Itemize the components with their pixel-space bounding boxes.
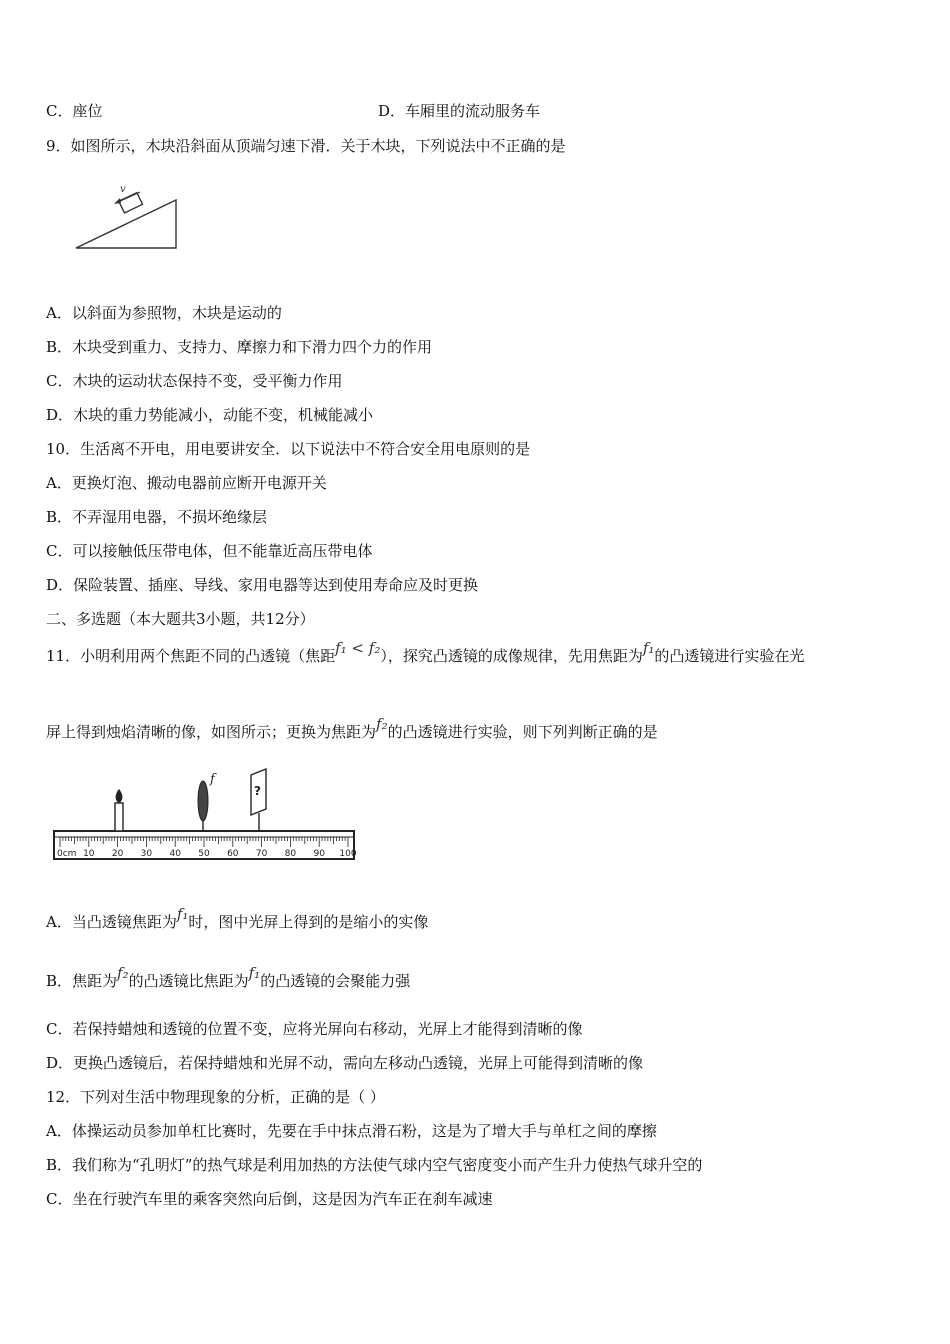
q11-option-a	[46, 905, 429, 932]
lens-focal-label: f	[210, 772, 215, 787]
ruler-tick-label: 80	[284, 849, 297, 859]
q11-stem-part3: 的凸透镜进行实验在光	[654, 647, 805, 665]
q9-option-b: B．木块受到重力、支持力、摩擦力和下滑力四个力的作用	[46, 338, 433, 356]
q11-option-b-part1: B．焦距为	[46, 972, 118, 990]
q12-option-a: A．体操运动员参加单杠比赛时，先要在手中抹点滑石粉，这是为了增大手与单杠之间的摩擦	[46, 1122, 657, 1140]
f1-symbol: f₁	[248, 964, 261, 982]
q12-stem: 12．下列对生活中物理现象的分析，正确的是（ ）	[46, 1088, 385, 1106]
q11-stem-line2-part1: 屏上得到烛焰清晰的像，如图所示；更换为焦距为	[46, 723, 377, 741]
ruler-tick-label: 70	[255, 849, 268, 859]
q11-option-b	[46, 964, 411, 991]
q9-stem: 9．如图所示，木块沿斜面从顶端匀速下滑．关于木块，下列说法中不正确的是	[46, 137, 566, 155]
q10-option-a: A．更换灯泡、搬动电器前应断开电源开关	[46, 474, 327, 492]
f2-symbol: f₂	[376, 715, 388, 733]
ruler-tick-label: 50	[198, 849, 210, 859]
q10-option-c: C．可以接触低压带电体，但不能靠近高压带电体	[46, 542, 373, 560]
q11-option-d: D．更换凸透镜后，若保持蜡烛和光屏不动，需向左移动凸透镜，光屏上可能得到清晰的像	[46, 1054, 644, 1072]
f1-lt-f2-symbol: f₁ < f₂	[335, 639, 381, 657]
ruler-tick-label: 40	[169, 849, 181, 859]
q10-stem: 10．生活离不开电，用电要讲安全．以下说法中不符合安全用电原则的是	[46, 440, 531, 458]
incline-figure	[70, 182, 190, 254]
q9-option-d: D．木块的重力势能减小，动能不变，机械能减小	[46, 406, 374, 424]
q8-option-c: C．座位	[46, 102, 103, 120]
optical-bench-figure	[52, 765, 358, 865]
q11-stem-part2: ），探究凸透镜的成像规律，先用焦距为	[380, 647, 643, 665]
ruler-tick-label: 20	[111, 849, 124, 859]
ruler-tick-label: 100	[339, 849, 357, 859]
velocity-label: v	[120, 184, 126, 195]
ruler-tick-label: 60	[227, 849, 239, 859]
q9-option-a: A．以斜面为参照物，木块是运动的	[46, 304, 282, 322]
q11-stem-line2-part2: 的凸透镜进行实验，则下列判断正确的是	[387, 723, 658, 741]
q8-option-d: D．车厢里的流动服务车	[378, 102, 541, 120]
f1-symbol: f₁	[642, 639, 655, 657]
q12-option-b: B．我们称为“孔明灯”的热气球是利用加热的方法使气球内空气密度变小而产生升力使热气球升空的	[46, 1156, 703, 1174]
q11-stem-line2	[46, 715, 658, 742]
q10-option-d: D．保险装置、插座、导线、家用电器等达到使用寿命应及时更换	[46, 576, 479, 594]
section-heading: 二、多选题（本大题共3小题，共12分）	[46, 610, 315, 628]
q11-option-b-part3: 的凸透镜的会聚能力强	[260, 972, 411, 990]
q12-option-c: C．坐在行驶汽车里的乘客突然向后倒，这是因为汽车正在刹车减速	[46, 1190, 493, 1208]
screen-question-label: ?	[254, 784, 261, 798]
ruler-tick-label: 10	[83, 849, 95, 859]
q11-option-b-part2: 的凸透镜比焦距为	[128, 972, 249, 990]
q10-option-b: B．不弄湿用电器，不损坏绝缘层	[46, 508, 268, 526]
convex-lens	[198, 772, 217, 831]
q11-stem-line1	[46, 639, 805, 666]
light-screen	[251, 769, 266, 831]
q11-option-a-part1: A．当凸透镜焦距为	[46, 913, 177, 931]
candle	[115, 789, 123, 831]
ruler-tick-label: 90	[313, 849, 325, 859]
f1-symbol: f₁	[176, 905, 189, 923]
ruler-tick-label: 0cm	[57, 849, 77, 859]
ruler-tick-label: 30	[140, 849, 153, 859]
q11-stem-part1: 11．小明利用两个焦距不同的凸透镜（焦距	[46, 647, 336, 665]
q11-option-c: C．若保持蜡烛和透镜的位置不变，应将光屏向右移动，光屏上才能得到清晰的像	[46, 1020, 583, 1038]
q11-option-a-part2: 时，图中光屏上得到的是缩小的实像	[188, 913, 429, 931]
f2-symbol: f₂	[117, 964, 129, 982]
q9-option-c: C．木块的运动状态保持不变，受平衡力作用	[46, 372, 343, 390]
